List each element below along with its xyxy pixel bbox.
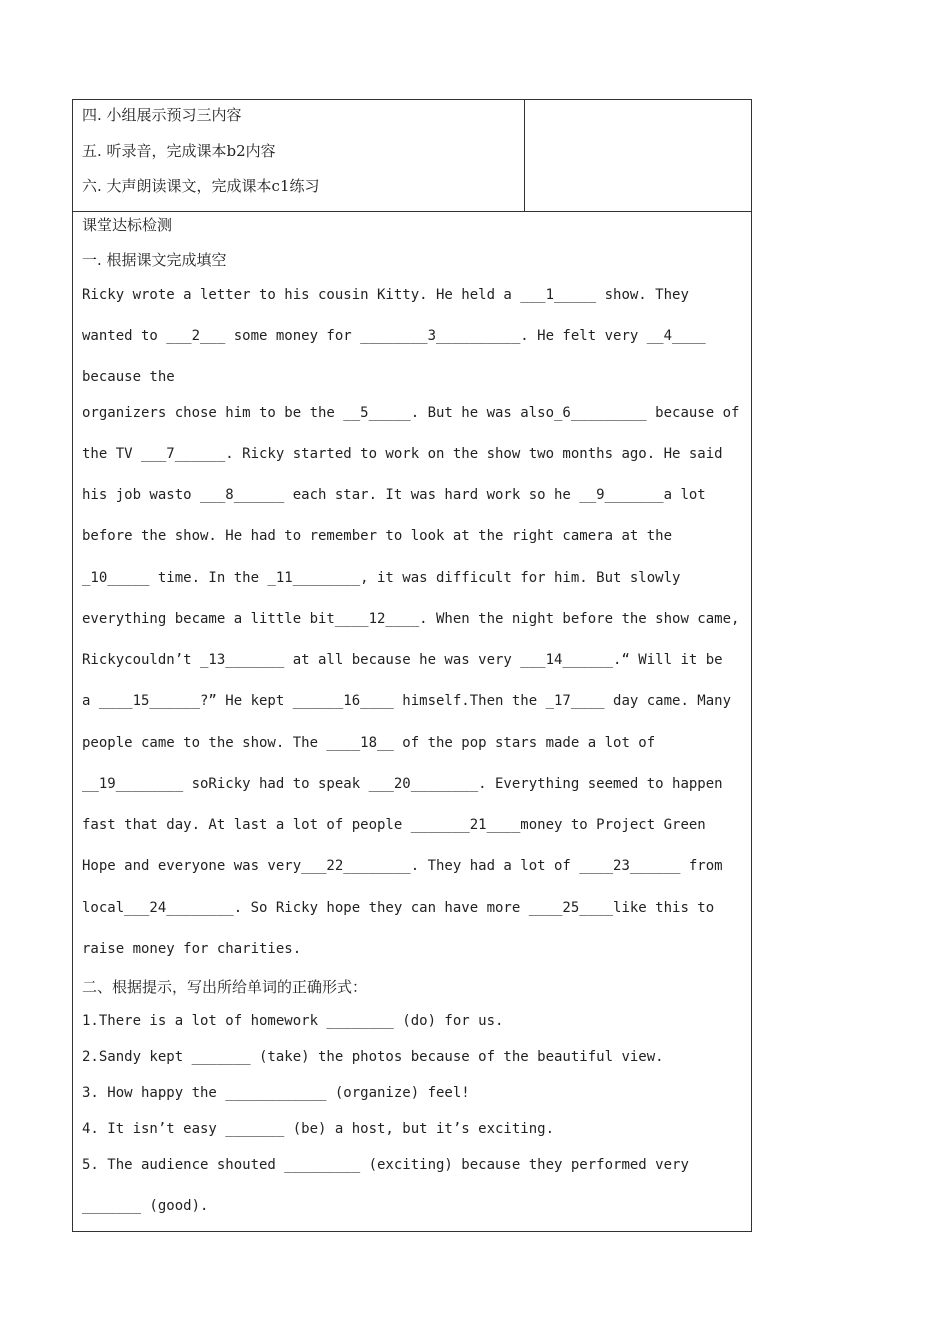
passage-line: people came to the show. The ____18__ of the pop stars made a lot of bbox=[82, 735, 656, 751]
passage-line: local___24________. So Ricky hope they can have more ____25____like this to bbox=[82, 900, 715, 916]
passage-line: his job wasto ___8______ each star. It was hard work so he __9_______a lot bbox=[82, 487, 706, 503]
steps-row bbox=[73, 100, 751, 212]
exercise-item: 5. The audience shouted _________ (exciting) because they performed very bbox=[82, 1157, 689, 1173]
worksheet-table bbox=[72, 99, 752, 1232]
passage-line: Hope and everyone was very___22________. They had a lot of ____23______ from bbox=[82, 858, 723, 874]
passage-line: Ricky wrote a letter to his cousin Kitty. He held a ___1_____ show. They bbox=[82, 287, 689, 303]
passage-line: before the show. He had to remember to look at the right camera at the bbox=[82, 528, 673, 544]
step-item: 五. 听录音，完成课本b2内容 bbox=[82, 142, 276, 160]
passage-line: fast that day. At last a lot of people _______21____money to Project Green bbox=[82, 817, 706, 833]
step-item: 四. 小组展示预习三内容 bbox=[82, 106, 242, 124]
exercise-item: 1.There is a lot of homework ________ (do) for us. bbox=[82, 1013, 504, 1029]
passage-line: __19________ soRicky had to speak ___20________. Everything seemed to happen bbox=[82, 776, 723, 792]
exercise-item: 2.Sandy kept _______ (take) the photos because of the beautiful view. bbox=[82, 1049, 664, 1065]
step-item: 六. 大声朗读课文，完成课本c1练习 bbox=[82, 177, 320, 195]
passage-line: raise money for charities. bbox=[82, 941, 302, 957]
passage-line: wanted to ___2___ some money for ________3__________. He felt very __4____ bbox=[82, 328, 706, 344]
passage-line: _10_____ time. In the _11________, it was difficult for him. But slowly bbox=[82, 570, 681, 586]
passage-line: Rickycouldn’t _13_______ at all because he was very ___14______.“ Will it be bbox=[82, 652, 723, 668]
passage-line: a ____15______?” He kept ______16____ himself.Then the _17____ day came. Many bbox=[82, 693, 732, 709]
part2-heading: 二、根据提示，写出所给单词的正确形式： bbox=[82, 978, 368, 996]
section-title: 课堂达标检测 bbox=[82, 216, 173, 234]
passage-line: the TV ___7______. Ricky started to work on the show two months ago. He said bbox=[82, 446, 723, 462]
notes-cell bbox=[525, 100, 751, 211]
passage-line: because the bbox=[82, 369, 175, 385]
exercise-item: 3. How happy the ____________ (organize) feel! bbox=[82, 1085, 470, 1101]
passage-line: organizers chose him to be the __5_____. But he was also_6_________ because of bbox=[82, 405, 740, 421]
steps-cell bbox=[73, 100, 525, 211]
part1-heading: 一. 根据课文完成填空 bbox=[82, 251, 227, 269]
exercise-item: 4. It isn’t easy _______ (be) a host, but it’s exciting. bbox=[82, 1121, 555, 1137]
exercise-item: _______ (good). bbox=[82, 1198, 209, 1214]
passage-line: everything became a little bit____12____. When the night before the show came, bbox=[82, 611, 740, 627]
